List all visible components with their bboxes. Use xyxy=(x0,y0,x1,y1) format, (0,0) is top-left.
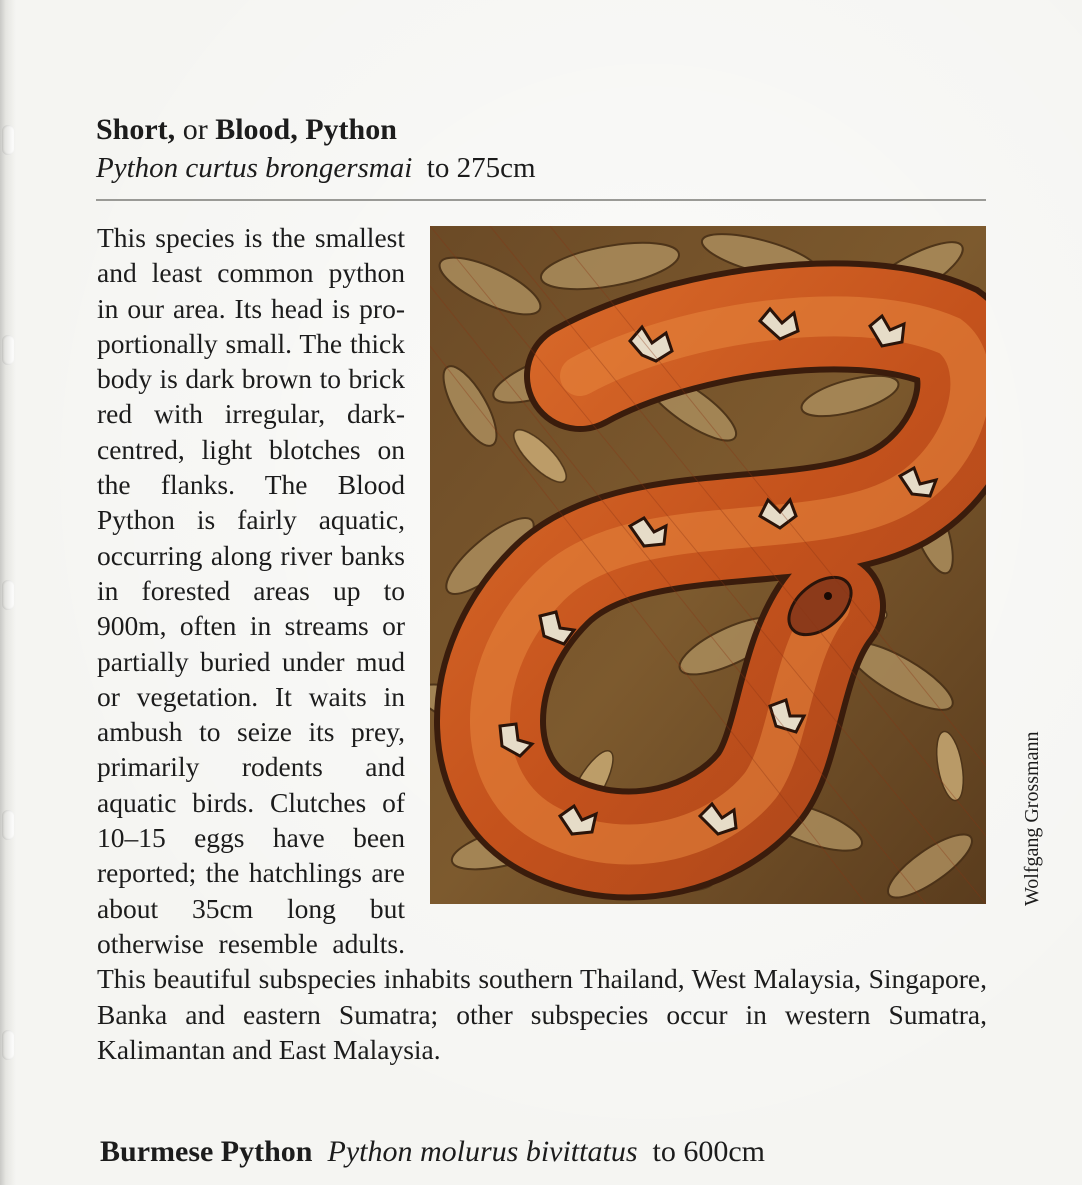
next-species-heading xyxy=(100,1132,765,1172)
binding-hole xyxy=(2,1030,14,1060)
scientific-name: Python curtus brongersmai xyxy=(96,152,413,184)
binding-hole xyxy=(2,810,14,840)
next-scientific-name: Python molurus bivittatus xyxy=(327,1135,638,1168)
heading-divider xyxy=(96,199,986,201)
species-name-short: Short, xyxy=(96,113,176,146)
binding-hole xyxy=(2,580,14,610)
species-heading xyxy=(96,110,397,150)
page-spine xyxy=(0,0,16,1185)
species-name-connector: or xyxy=(175,113,216,146)
binding-hole xyxy=(2,125,14,155)
photo-credit xyxy=(995,670,1043,910)
species-name-blood: Blood, Python xyxy=(215,113,397,146)
binding-hole xyxy=(2,335,14,365)
scientific-name-line xyxy=(96,148,536,188)
photo-credit-text: Wolfgang Grossmann xyxy=(1021,731,1043,906)
species-description xyxy=(97,220,987,1067)
next-max-length: to 600cm xyxy=(652,1135,765,1168)
description-paragraph: This species is the smallest and least common python in our area. Its head is proportionally small. The thick body is dark brown to brick red with irregular, dark-centred, light blotches on the flanks. The Blood Python is fairly aquatic, occurring along river banks in forested areas up to 900m, often in streams or partially buried under mud or vegetation. It waits in ambush to seize its prey, primarily rodents and aquatic birds. Clutches of 10–15 eggs have been reported; the hatchlings are about 35cm long but otherwise resemble adults. This beautiful subspecies inhabits southern Thailand, West Malaysia, Singapore, Banka and eastern Sumatra; other subspecies occur in western Sumatra, Kalimantan and East Malaysia. xyxy=(97,222,987,1065)
next-species-name: Burmese Python xyxy=(100,1135,313,1168)
max-length: to 275cm xyxy=(426,152,536,184)
photo-space xyxy=(405,220,987,928)
